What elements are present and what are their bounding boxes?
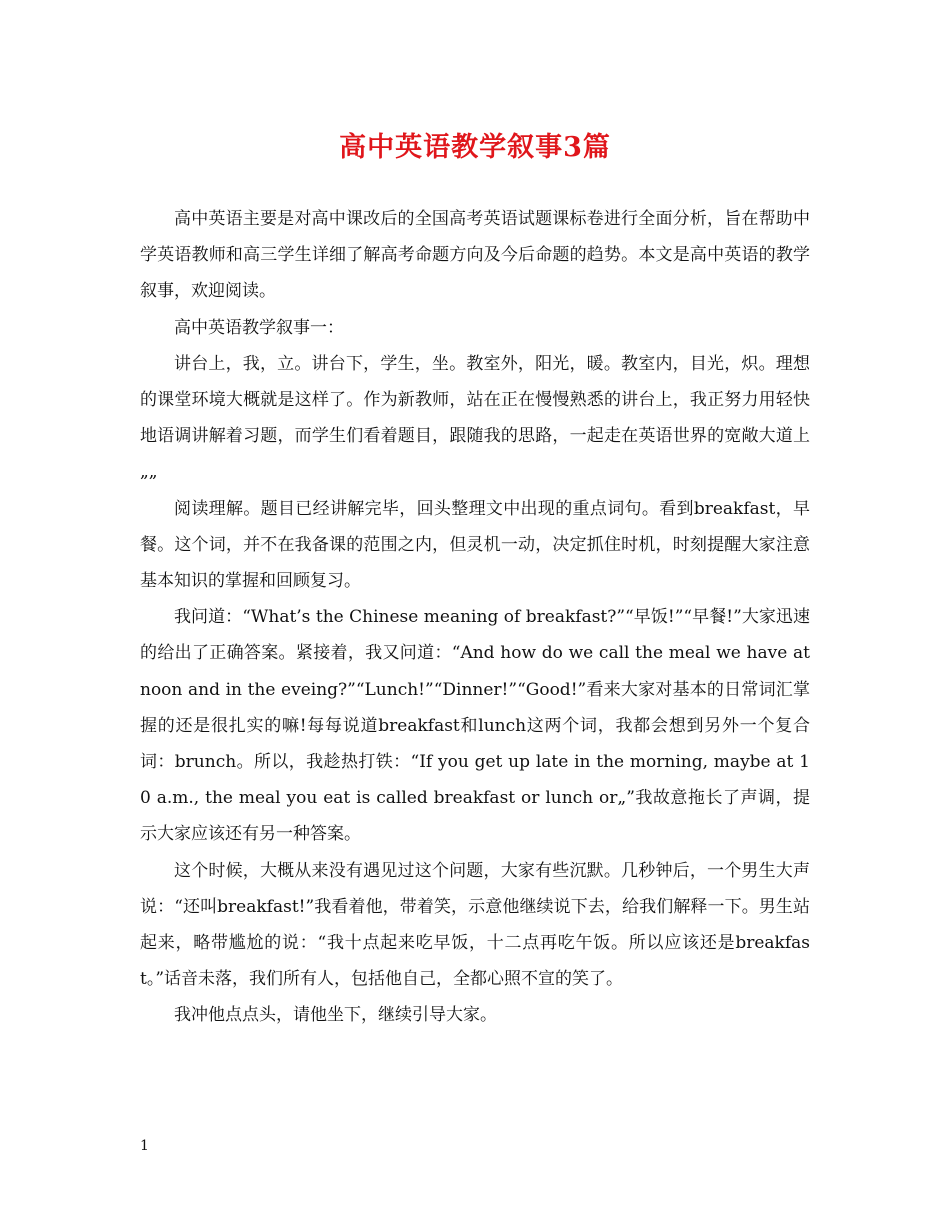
paragraph-classroom-scene: 讲台上，我，立。讲台下，学生，坐。教室外，阳光，暖。教室内，目光，炽。理想的课堂环境大概就是这样了。作为新教师，站在正在慢慢熟悉的讲台上，我正努力用轻快地语调讲解着习题，而学生们看着题目，跟随我的思路，一起走在英语世界的宽敞大道上„„	[140, 353, 810, 483]
paragraph-student-answer: 这个时候，大概从来没有遇见过这个问题，大家有些沉默。几秒钟后，一个男生大声说：“还叫breakfast!”我看着他，带着笑，示意他继续说下去，给我们解释一下。男生站起来，略带尴尬的说：“我十点起来吃早饭，十二点再吃午饭。所以应该还是breakfast。”话音未落，我们所有人，包括他自己，全都心照不宣的笑了。	[140, 860, 810, 990]
paragraph-section-heading: 高中英语教学叙事一：	[174, 317, 344, 338]
paragraph-intro: 高中英语主要是对高中课改后的全国高考英语试题课标卷进行全面分析，旨在帮助中学英语教师和高三学生详细了解高考命题方向及今后命题的趋势。本文是高中英语的教学叙事，欢迎阅读。	[140, 209, 810, 302]
page-number: 1	[140, 1138, 149, 1154]
document-body	[140, 201, 810, 1034]
paragraph-reading-comprehension: 阅读理解。题目已经讲解完毕，回头整理文中出现的重点词句。看到breakfast，早餐。这个词，并不在我备课的范围之内，但灵机一动，决定抓住时机，时刻提醒大家注意基本知识的掌握和回顾复习。	[140, 498, 810, 592]
document-title: 高中英语教学叙事3篇	[339, 132, 611, 163]
paragraph-dialogue-breakfast: 我问道：“What’s the Chinese meaning of breakfast?”“早饭!”“早餐!”大家迅速的给出了正确答案。紧接着，我又问道：“And how do we call the meal we have at noon and in the eveing?”“Lunch!”“Dinner!”“Good!”看来大家对基本的日常词汇掌握的还是很扎实的嘛!每每说道breakfast和lunch这两个词，我都会想到另外一个复合词：brunch。所以，我趁热打铁：“If you get up late in the morning, maybe at 10 a.m., the meal you eat is called breakfast or lunch or„”我故意拖长了声调，提示大家应该还有另一种答案。	[140, 607, 810, 845]
paragraph-continue: 我冲他点点头，请他坐下，继续引导大家。	[174, 1005, 497, 1026]
